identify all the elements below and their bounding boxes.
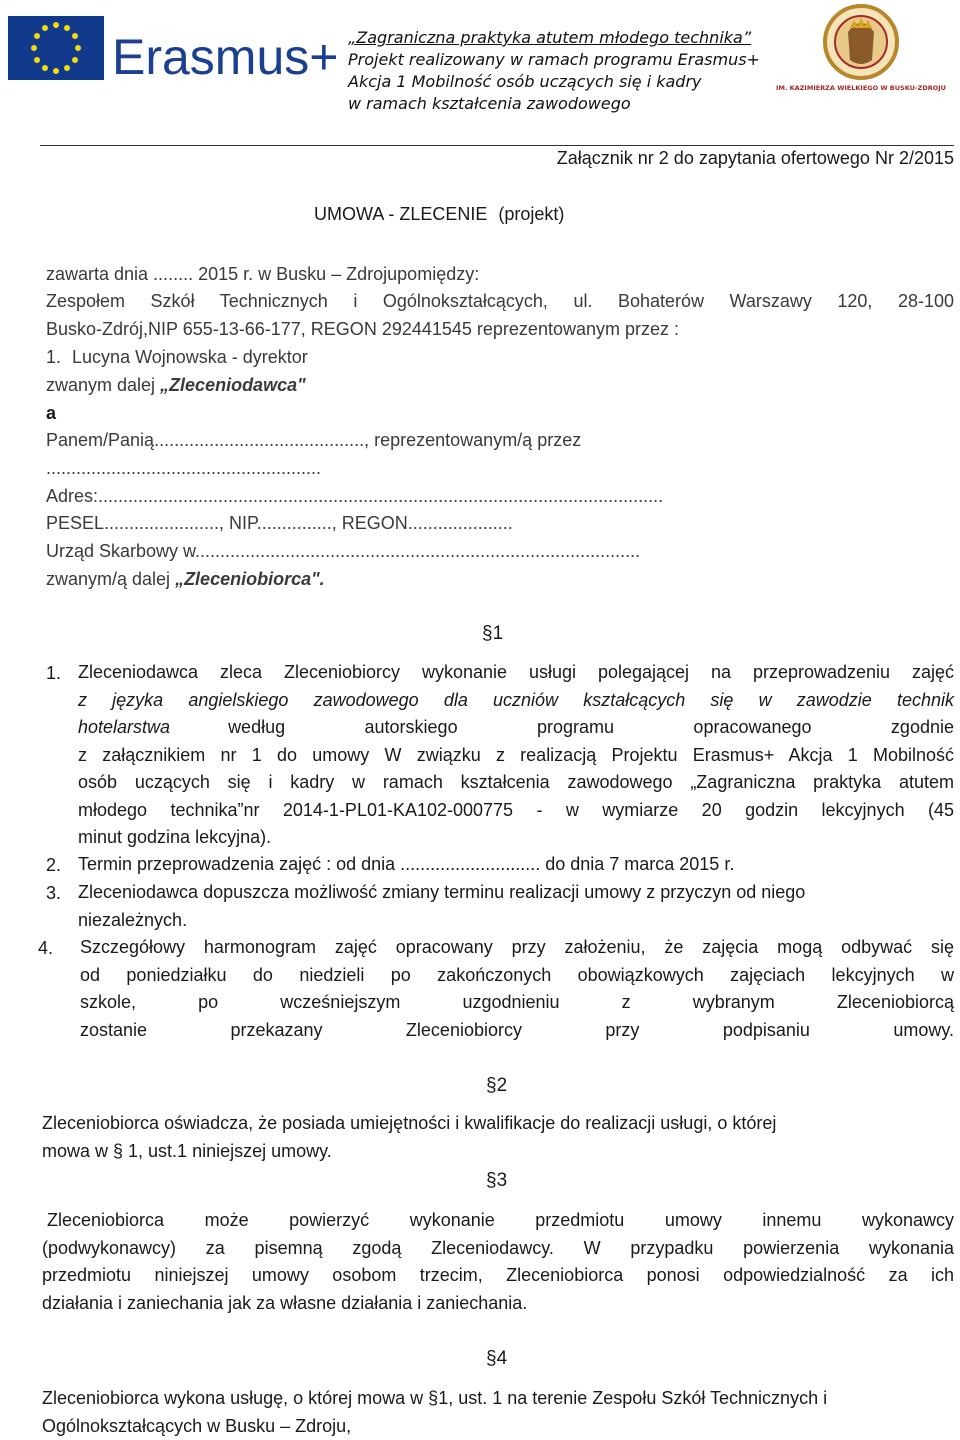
item-1-line: z języka angielskiego zawodowego dla uczniów kształcących się w zawodzie technik <box>78 689 954 710</box>
item-4-number: 4. <box>38 938 54 958</box>
item-1-line: minut godzina lekcyjna). <box>78 827 272 847</box>
contract-date-line: zawarta dnia ........ 2015 r. w Busku – Zdrojupomiędzy: <box>46 264 480 284</box>
section-3-heading: §3 <box>486 1170 508 1191</box>
project-line: Akcja 1 Mobilność osób uczących się i kadry <box>348 72 702 91</box>
title-main: UMOWA - ZLECENIE <box>314 204 488 224</box>
item-3-text: Zleceniodawca dopuszcza możliwość zmiany terminu realizacji umowy z przyczyn od niego niezależnych. <box>78 882 806 930</box>
item-1-line: hotelarstwa według autorskiego programu opracowanego zgodnie <box>78 717 954 737</box>
project-line: w ramach kształcenia zawodowego <box>348 94 631 113</box>
item-1-line: młodego technika”nr 2014-1-PL01-KA102-000775 - w wymiarze 20 godzin lekcyjnych (45 <box>78 799 954 820</box>
section-3-text: Zleceniobiorca może powierzyć wykonanie przedmiotu umowy innemu wykonawcy (podwykonawcy) za pisemną zgodą Zleceniodawcy. W przypadku powierzenia wykonania przedmiotu niniejszej umowy osobom trzecim, Zleceniobiorca ponosi odpowiedzialność za ich działania i zaniechania jak za własne działania i zaniechania. <box>42 1210 954 1313</box>
item-1-number: 1. <box>46 663 62 683</box>
seal-text: IM. KAZIMIERZA WIELKIEGO W BUSKU-ZDROJU <box>776 84 946 92</box>
school-ids-line: Busko-Zdrój,NIP 655-13-66-177, REGON 292441545 reprezentowanym przez : <box>46 319 679 339</box>
document-title <box>314 204 564 225</box>
section-4-heading: §4 <box>486 1348 508 1369</box>
section-1-heading: §1 <box>482 623 504 644</box>
attachment-title: Załącznik nr 2 do zapytania ofertowego Nr 2/2015 <box>556 148 954 168</box>
erasmus-logo <box>8 12 339 85</box>
item-2-text: Termin przeprowadzenia zajęć : od dnia ............................ do dnia 7 marca 2015 r. <box>78 854 735 874</box>
contractor-alias-prefix: zwanym/ą dalej <box>46 569 176 589</box>
school-name-line: Zespołem Szkół Technicznych i Ogólnokształcących, ul. Bohaterów Warszawy 120, 28-100 <box>46 291 954 311</box>
item-1-line: Zleceniodawca zleca Zleceniobiorcy wykonanie usługi polegającej na przeprowadzeniu zajęć <box>78 662 954 682</box>
header-divider <box>40 145 954 146</box>
client-alias-line <box>46 375 306 396</box>
section-2-text: Zleceniobiorca oświadcza, że posiada umiejętności i kwalifikacje do realizacji usługi, o której mowa w § 1, ust.1 niniejszej umowy. <box>42 1113 777 1161</box>
pesel-line: PESEL......................., NIP..............., REGON..................... <box>46 513 513 533</box>
school-seal <box>776 2 946 102</box>
representative-line <box>46 347 308 368</box>
project-header <box>348 27 760 115</box>
client-role: „Zleceniodawca" <box>160 375 306 395</box>
king-portrait-icon <box>848 23 874 64</box>
title-sub: (projekt) <box>498 204 565 224</box>
item-2-number: 2. <box>46 855 62 875</box>
project-line: „Zagraniczna praktyka atutem młodego technika” <box>348 28 752 47</box>
contractor-dots-line: ....................................................... <box>46 458 322 478</box>
item-3-number: 3. <box>46 883 62 903</box>
representative-number: 1. <box>46 347 62 367</box>
contractor-alias-line <box>46 569 325 590</box>
tax-office-line: Urząd Skarbowy w......................................................................................... <box>46 541 641 561</box>
logo-wordmark: Erasmus+ <box>112 29 339 85</box>
representative-name: Lucyna Wojnowska - dyrektor <box>72 347 308 367</box>
item-1-line: z załącznikiem nr 1 do umowy W związku z realizacją Projektu Erasmus+ Akcja 1 Mobilność <box>78 744 954 765</box>
item-4-text: Szczegółowy harmonogram zajęć opracowany przy założeniu, że zajęcia mogą odbywać się od poniedziałku do niedzieli po zakończonych obowiązkowych zajęciach lekcyjnych w szkole, po wcześniejszym uzgodnieniu z wybranym Zleceniobiorcą zostanie przekazany Zleceniobiorcy przy podpisaniu umowy. <box>80 937 954 1040</box>
contractor-role: „Zleceniobiorca". <box>175 569 325 589</box>
section-2-heading: §2 <box>486 1075 508 1096</box>
conjunction: a <box>46 403 57 423</box>
section-4-text: Zleceniobiorca wykona usługę, o której mowa w §1, ust. 1 na terenie Zespołu Szkół Technicznych i Ogólnokształcących w Busku – Zdroju, <box>42 1388 828 1436</box>
address-line: Adres:................................................................................................................. <box>46 486 664 506</box>
contractor-line: Panem/Panią.........................................., reprezentowanym/ą przez <box>46 430 582 450</box>
item-1-text <box>78 659 954 852</box>
client-alias-prefix: zwanym dalej <box>46 375 161 395</box>
project-line: Projekt realizowany w ramach programu Erasmus+ <box>348 50 760 69</box>
item-1-line: osób uczących się i kadry w ramach kształcenia zawodowego „Zagraniczna praktyka atutem <box>78 772 954 792</box>
